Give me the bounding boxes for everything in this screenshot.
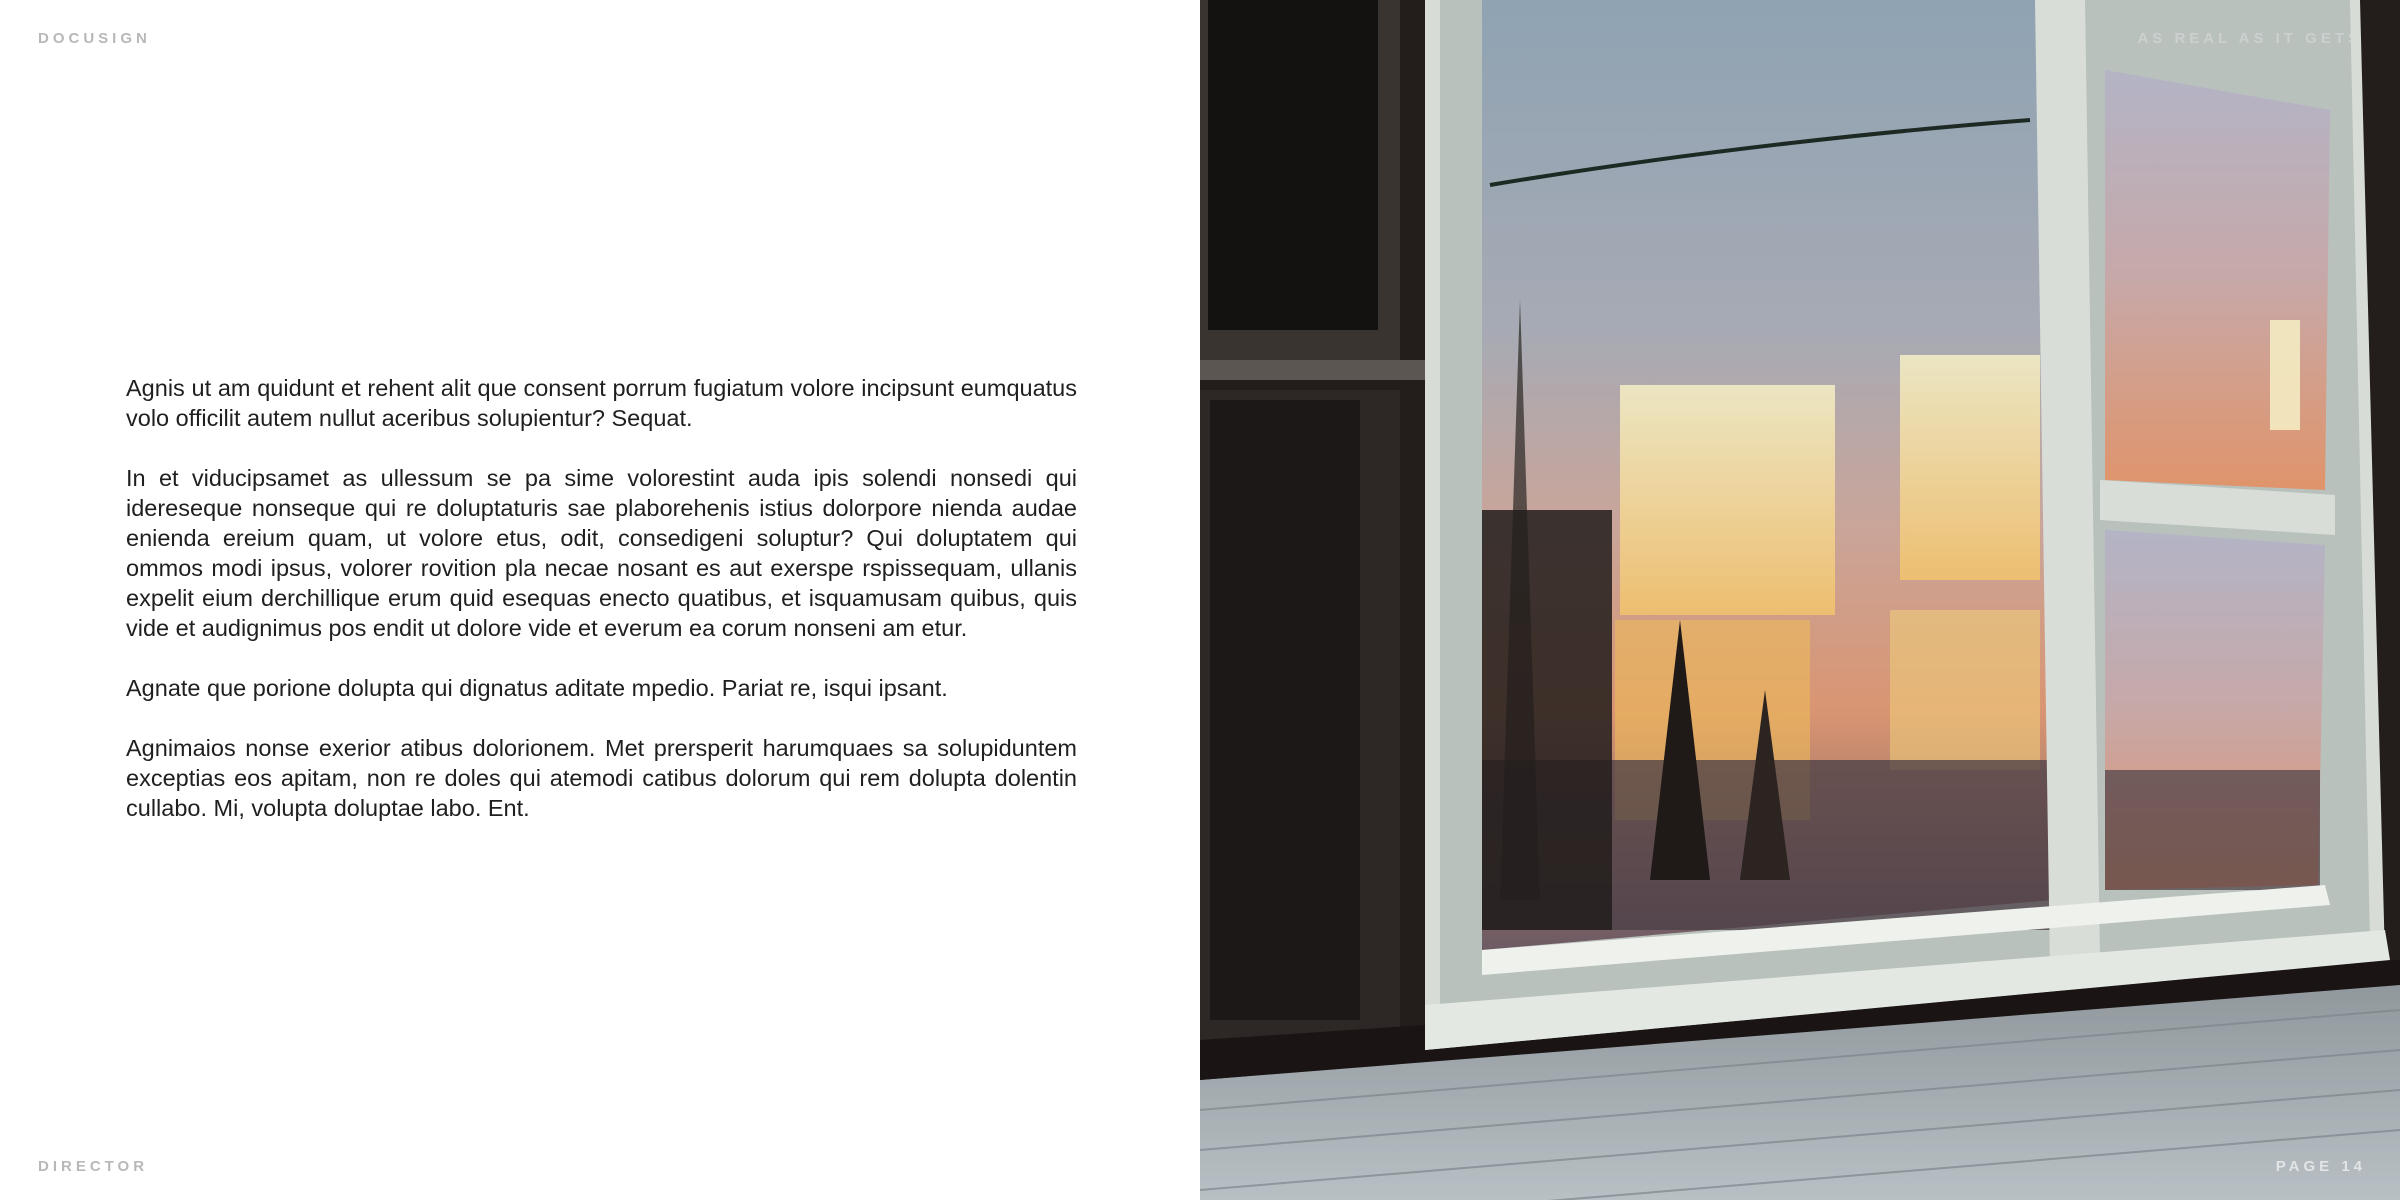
window-sunset-photo	[1200, 0, 2400, 1200]
paragraph: Agnis ut am quidunt et rehent alit que consent porrum fugiatum volore incipsunt eumquatus volo officilit autem nullut aceribus solupientur? Sequat.	[126, 375, 1077, 431]
paragraph: Agnimaios nonse exerior atibus dolorionem. Met prersperit harumquaes sa solupiduntem exceptias eos apitam, non re doles qui atemodi catibus dolorum qui rem dolupta dolentin cullabo. Mi, volupta doluptae labo. Ent.	[126, 735, 1077, 821]
page-number: PAGE 14	[2275, 1158, 2366, 1175]
paragraph: Agnate que porione dolupta qui dignatus aditate mpedio. Pariat re, isqui ipsant.	[126, 675, 948, 701]
paragraph: In et viducipsamet as ullessum se pa sime volorestint auda ipis solendi nonsedi qui idereseque nonseque qui re doluptaturis sae plaborehenis istius dolorpore nienda audae enienda ereium quam, ut volore etus, odit, consedigeni soluptur? Qui doluptatem qui ommos modi ipsus, volorer rovition pla necae nosant es aut exerspe rspissequam, ullanis expelit eium derchillique erum quid esequas enecto quatibus, et isquamusam quibus, quis vide et audignimus pos endit ut dolore vide et everum ea corum nonseni am etur.	[126, 465, 1077, 641]
brand-label: DOCUSIGN	[38, 30, 151, 47]
footer-role-label: DIRECTOR	[38, 1158, 149, 1175]
body-text	[126, 373, 1077, 853]
window-sunset-illustration	[1200, 0, 2400, 1200]
tagline-label: AS REAL AS IT GETS	[2137, 30, 2362, 47]
